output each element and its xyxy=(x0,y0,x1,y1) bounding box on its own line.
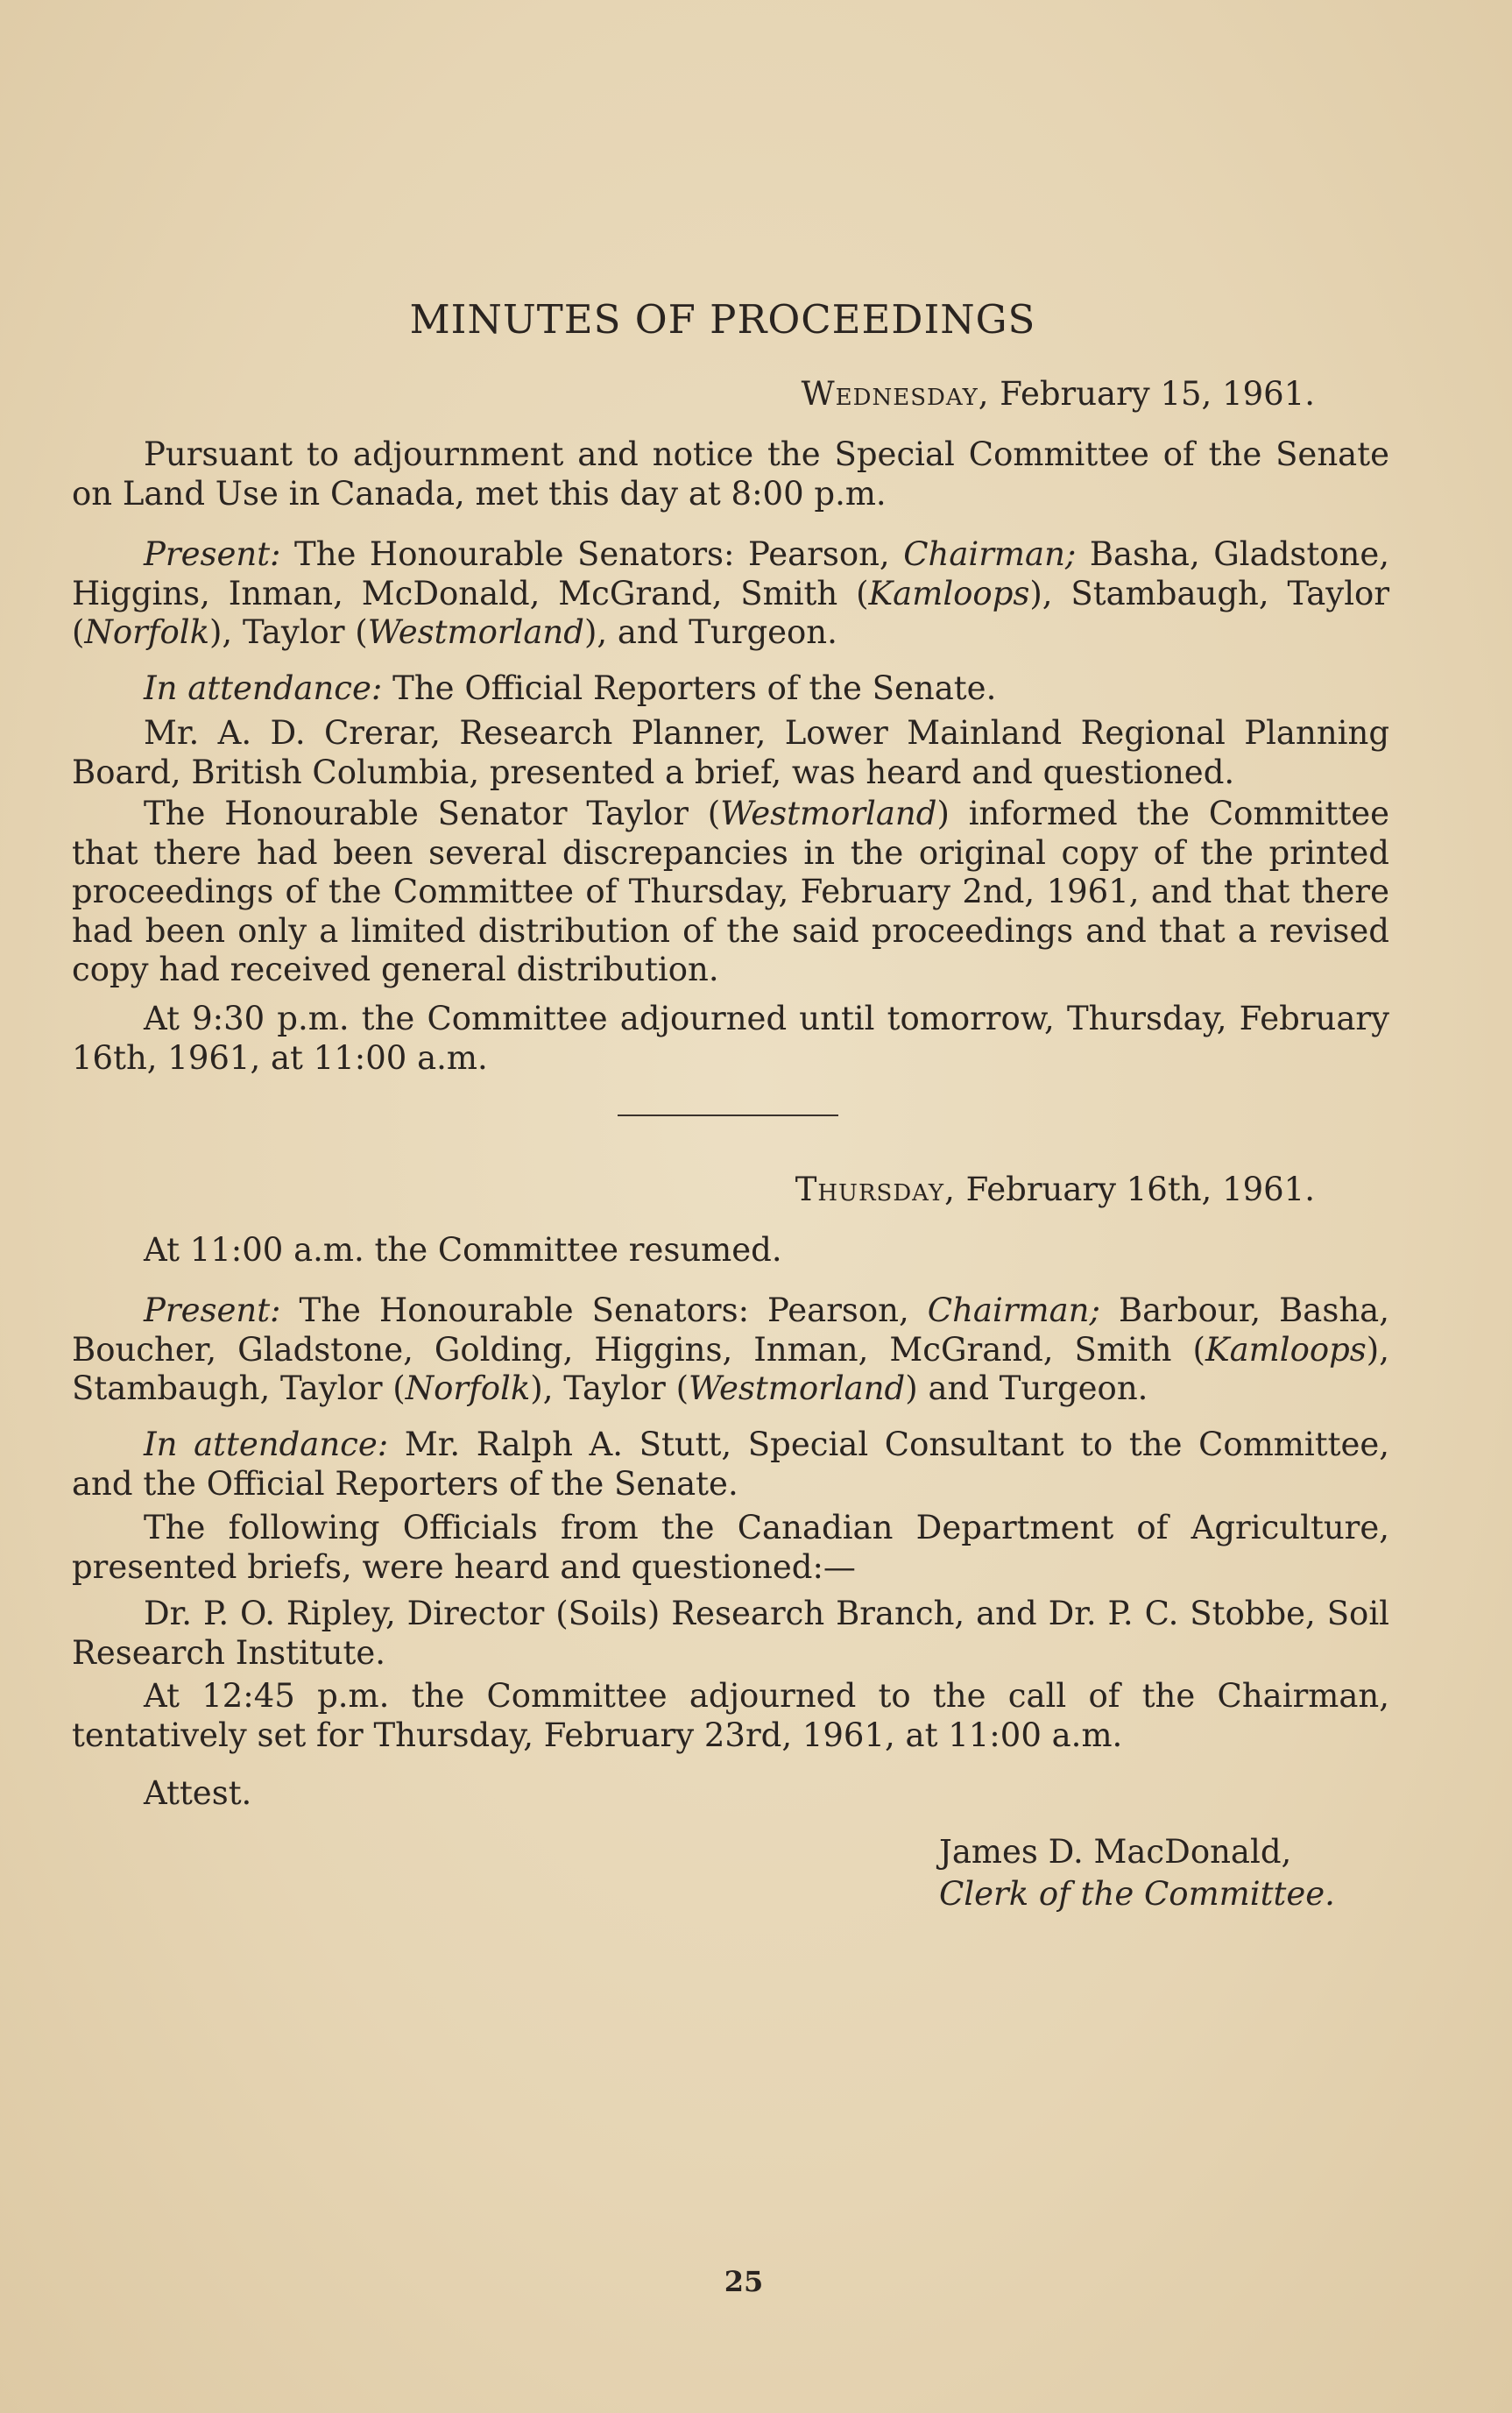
meeting2-day: Thursday, xyxy=(795,1171,956,1208)
meeting2-officials-paragraph: The following Officials from the Canadian Department of Agriculture, presented briefs, were heard and questioned:— xyxy=(72,1509,1389,1586)
meeting2-resumed-paragraph: At 11:00 a.m. the Committee resumed. xyxy=(144,1231,782,1269)
meeting2-present-text: The Honourable Senators: Pearson, xyxy=(280,1291,928,1329)
meeting1-present-text-c: ), Stambaugh, Taylor ( xyxy=(72,574,1390,651)
meeting2-present-label: Present: xyxy=(144,1291,281,1329)
meeting1-present-label: Present: xyxy=(144,535,281,573)
meeting2-adjourn-paragraph: At 12:45 p.m. the Committee adjourned to the call of the Chairman, tentatively set for Thursday, February 23rd, 1961, at 11:00 a.m. xyxy=(72,1677,1389,1754)
meeting1-present-paragraph xyxy=(72,535,1389,653)
meeting1-taylor-text-b: ) informed the Committee that there had been several discrepancies in the original copy of the printed proceedings of the Committee of Thursday, February 2nd, 1961, and that there had been only a limited distribution of the said proceedings and that a revised copy had received general distribution. xyxy=(72,795,1389,988)
meeting1-present-text: The Honourable Senators: Pearson, xyxy=(280,535,904,573)
meeting1-norfolk: Norfolk xyxy=(84,613,209,651)
meeting1-taylor-paragraph xyxy=(72,795,1389,990)
meeting1-westmorland: Westmorland xyxy=(367,613,584,651)
meeting2-attendance-label: In attendance: xyxy=(144,1426,389,1463)
meeting1-adjourn-paragraph: At 9:30 p.m. the Committee adjourned until tomorrow, Thursday, February 16th, 1961, at 11:00 a.m. xyxy=(72,1000,1389,1077)
meeting2-present-text-c: ), Stambaugh, Taylor ( xyxy=(72,1330,1389,1407)
meeting2-present-text-e: ) and Turgeon. xyxy=(905,1369,1148,1407)
page-title: MINUTES OF PROCEEDINGS xyxy=(409,296,1036,343)
meeting1-attendance-label: In attendance: xyxy=(144,669,383,707)
meeting2-present-text-b: Barbour, Basha, Boucher, Gladstone, Golding, Higgins, Inman, McGrand, Smith ( xyxy=(72,1291,1389,1369)
meeting2-attendance-paragraph xyxy=(72,1426,1389,1504)
meeting2-norfolk: Norfolk xyxy=(405,1369,531,1407)
meeting1-present-text-b: Basha, Gladstone, Higgins, Inman, McDonald, McGrand, Smith ( xyxy=(72,535,1390,612)
meeting1-day: Wednesday, xyxy=(801,375,990,413)
meeting1-date xyxy=(802,375,1315,413)
meeting1-pursuant-paragraph: Pursuant to adjournment and notice the Special Committee of the Senate on Land Use in Canada, met this day at 8:00 p.m. xyxy=(72,435,1389,513)
meeting1-chairman: Chairman; xyxy=(903,535,1077,573)
meeting2-date-rest: February 16th, 1961. xyxy=(955,1171,1315,1208)
meeting2-westmorland: Westmorland xyxy=(689,1369,906,1407)
meeting2-attendance-text: Mr. Ralph A. Stutt, Special Consultant to the Committee, and the Official Reporters of the Senate. xyxy=(72,1426,1390,1503)
meeting1-present-text-d: ), Taylor ( xyxy=(209,613,368,651)
page-number: 25 xyxy=(724,2265,764,2298)
meeting1-kamloops: Kamloops xyxy=(868,574,1030,612)
meeting1-date-rest: February 15, 1961. xyxy=(989,375,1315,413)
meeting1-taylor-westmorland: Westmorland xyxy=(720,795,937,832)
meeting2-date xyxy=(795,1171,1315,1208)
meeting1-crerar-paragraph: Mr. A. D. Crerar, Research Planner, Lower Mainland Regional Planning Board, British Columbia, presented a brief, was heard and questioned. xyxy=(72,714,1389,791)
section-divider xyxy=(618,1115,838,1116)
meeting1-present-text-e: ), and Turgeon. xyxy=(583,613,837,651)
signature-name: James D. MacDonald, xyxy=(939,1833,1292,1871)
meeting2-ripley-paragraph: Dr. P. O. Ripley, Director (Soils) Research Branch, and Dr. P. C. Stobbe, Soil Research Institute. xyxy=(72,1595,1389,1672)
meeting2-present-paragraph xyxy=(72,1291,1389,1409)
attest-text: Attest. xyxy=(144,1774,252,1812)
meeting1-attendance-paragraph xyxy=(72,669,1389,709)
signature-title: Clerk of the Committee. xyxy=(939,1875,1335,1913)
meeting2-chairman: Chairman; xyxy=(927,1291,1100,1329)
meeting2-present-text-d: ), Taylor ( xyxy=(530,1369,689,1407)
meeting2-kamloops: Kamloops xyxy=(1205,1330,1367,1369)
meeting1-taylor-text-a: The Honourable Senator Taylor ( xyxy=(144,795,721,832)
meeting1-attendance-text: The Official Reporters of the Senate. xyxy=(382,669,997,707)
